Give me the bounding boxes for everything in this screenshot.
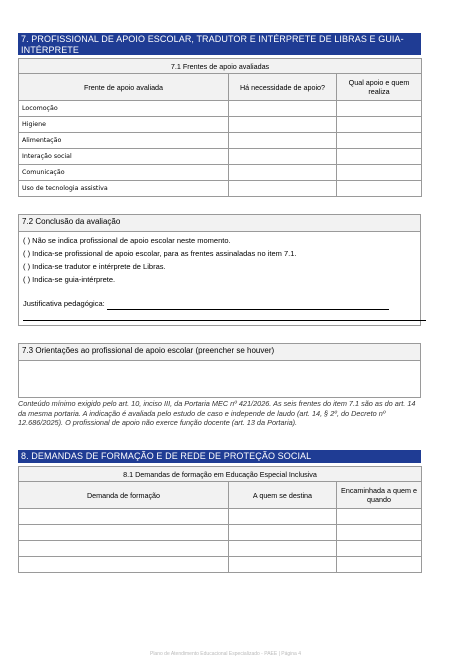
- encaminhada-cell[interactable]: [337, 525, 422, 541]
- table-row: [19, 165, 422, 181]
- necessidade-cell[interactable]: [229, 117, 337, 133]
- necessidade-cell[interactable]: [229, 165, 337, 181]
- section-8-title: 8. DEMANDAS DE FORMAÇÃO E DE REDE DE PROTEÇÃO SOCIAL: [21, 451, 312, 461]
- row-label: Interação social: [19, 149, 229, 165]
- table-8-1-caption-row: [19, 467, 422, 482]
- justificativa-label: Justificativa pedagógica:: [23, 299, 105, 308]
- necessidade-cell[interactable]: [229, 133, 337, 149]
- row-label: Comunicação: [19, 165, 229, 181]
- qual-apoio-cell[interactable]: [337, 133, 422, 149]
- option-nao-indica[interactable]: ( ) Não se indica profissional de apoio escolar neste momento.: [23, 236, 231, 245]
- option-tradutor-libras[interactable]: ( ) Indica-se tradutor e intérprete de Libras.: [23, 262, 166, 271]
- encaminhada-cell[interactable]: [337, 541, 422, 557]
- table-row: [19, 133, 422, 149]
- qual-apoio-cell[interactable]: [337, 165, 422, 181]
- table-row: [19, 557, 422, 573]
- header-frente: Frente de apoio avaliada: [19, 74, 229, 101]
- table-row: [19, 101, 422, 117]
- table-row: [19, 509, 422, 525]
- section-8-header: [18, 450, 421, 463]
- box-7-3: [18, 343, 421, 398]
- table-8-1-caption: 8.1 Demandas de formação em Educação Especial Inclusiva: [19, 467, 422, 482]
- box-7-2-title: 7.2 Conclusão da avaliação: [19, 215, 420, 232]
- header-encaminhada: Encaminhada a quem e quando: [337, 482, 422, 509]
- destina-cell[interactable]: [229, 557, 337, 573]
- qual-apoio-cell[interactable]: [337, 101, 422, 117]
- row-label: Higiene: [19, 117, 229, 133]
- table-row: [19, 541, 422, 557]
- table-row: [19, 117, 422, 133]
- header-demanda: Demanda de formação: [19, 482, 229, 509]
- row-label: Locomoção: [19, 101, 229, 117]
- table-8-1: [18, 466, 422, 573]
- destina-cell[interactable]: [229, 525, 337, 541]
- legal-note: Conteúdo mínimo exigido pelo art. 10, inciso III, da Portaria MEC nº 421/2026. As seis frentes do item 7.1 são as do art. 14 da mesma portaria. A indicação é avaliada pelo estudo de caso e independe de laudo (art. 14, § 2º, do Decreto nº 12.686/2025). O profissional de apoio não exerce função docente (art. 13 da Portaria).: [18, 399, 416, 428]
- table-row: [19, 181, 422, 197]
- table-7-1: [18, 58, 422, 197]
- demanda-cell[interactable]: [19, 509, 229, 525]
- qual-apoio-cell[interactable]: [337, 149, 422, 165]
- option-guia-interprete[interactable]: ( ) Indica-se guia-intérprete.: [23, 275, 116, 284]
- row-label: Alimentação: [19, 133, 229, 149]
- box-7-3-title: 7.3 Orientações ao profissional de apoio escolar (preencher se houver): [19, 344, 420, 361]
- encaminhada-cell[interactable]: [337, 509, 422, 525]
- justificativa-line-2[interactable]: [23, 320, 426, 321]
- destina-cell[interactable]: [229, 541, 337, 557]
- justificativa-row: [19, 297, 420, 310]
- destina-cell[interactable]: [229, 509, 337, 525]
- table-row: [19, 149, 422, 165]
- justificativa-line[interactable]: [107, 300, 389, 310]
- demanda-cell[interactable]: [19, 557, 229, 573]
- header-qual-apoio: Qual apoio e quem realiza: [337, 74, 422, 101]
- demanda-cell[interactable]: [19, 525, 229, 541]
- section-7-header: [18, 33, 421, 55]
- section-7-title: 7. PROFISSIONAL DE APOIO ESCOLAR, TRADUTOR E INTÉRPRETE DE LIBRAS E GUIA-INTÉRPRETE: [21, 34, 404, 55]
- necessidade-cell[interactable]: [229, 181, 337, 197]
- table-row: [19, 525, 422, 541]
- option-profissional-apoio[interactable]: ( ) Indica-se profissional de apoio escolar, para as frentes assinaladas no item 7.1.: [23, 249, 297, 258]
- table-7-1-caption-row: [19, 59, 422, 74]
- demanda-cell[interactable]: [19, 541, 229, 557]
- qual-apoio-cell[interactable]: [337, 117, 422, 133]
- orientacoes-field[interactable]: [19, 361, 420, 397]
- page-footer: Plano de Atendimento Educacional Especializado - PAEE | Página 4: [149, 651, 302, 657]
- necessidade-cell[interactable]: [229, 101, 337, 117]
- box-7-2: [18, 214, 421, 326]
- header-destina: A quem se destina: [229, 482, 337, 509]
- table-7-1-caption: 7.1 Frentes de apoio avaliadas: [19, 59, 422, 74]
- encaminhada-cell[interactable]: [337, 557, 422, 573]
- header-necessidade: Há necessidade de apoio?: [229, 74, 337, 101]
- row-label: Uso de tecnologia assistiva: [19, 181, 229, 197]
- table-7-1-header-row: [19, 74, 422, 101]
- qual-apoio-cell[interactable]: [337, 181, 422, 197]
- necessidade-cell[interactable]: [229, 149, 337, 165]
- table-8-1-header-row: [19, 482, 422, 509]
